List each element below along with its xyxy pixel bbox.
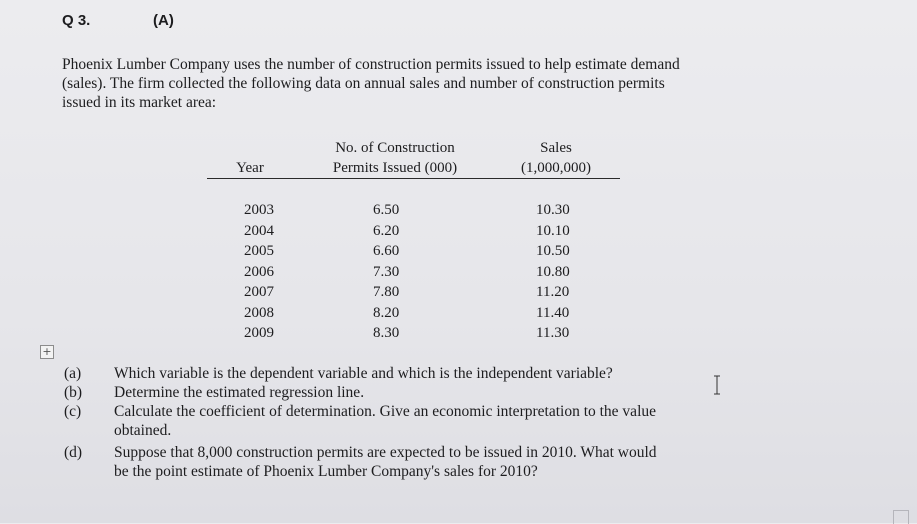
question-number: Q 3. [62, 12, 91, 29]
sub-question-text: obtained. [114, 422, 172, 439]
expand-plus-icon[interactable]: + [40, 345, 54, 359]
header-permits-line2: Permits Issued (000) [332, 160, 458, 176]
table-cell-permits: 6.50 [373, 202, 400, 218]
table-cell-year: 2003 [244, 202, 274, 218]
sub-question-label: (c) [64, 403, 82, 420]
table-cell-sales: 10.10 [536, 222, 570, 239]
sub-question-text: Calculate the coefficient of determination. Give an economic interpretation to the value [114, 403, 657, 420]
header-permits [300, 138, 490, 178]
table-cell-sales: 10.30 [536, 202, 570, 218]
sub-question-b [64, 383, 784, 402]
sub-question-c [64, 402, 784, 440]
column-permits [373, 200, 399, 344]
intro-line: Phoenix Lumber Company uses the number of construction permits issued to help estimate demand [62, 56, 680, 73]
table-cell-sales: 11.20 [536, 284, 570, 300]
table-cell-permits: 8.30 [373, 325, 400, 341]
header-sales-line1: Sales [540, 140, 572, 156]
text-cursor-icon [713, 375, 721, 395]
table-cell-year: 2005 [244, 243, 274, 259]
sub-question-text: Determine the estimated regression line. [114, 384, 365, 401]
sub-question-text: Suppose that 8,000 construction permits are expected to be issued in 2010. What would [114, 444, 657, 461]
header-permits-line1: No. of Construction [335, 140, 455, 156]
table-cell-sales: 10.50 [536, 243, 570, 259]
header-year: Year [236, 160, 264, 176]
table-cell-year: 2006 [244, 263, 274, 280]
column-year [244, 200, 274, 344]
intro-paragraph [62, 55, 797, 112]
table-cell-year: 2007 [244, 284, 274, 300]
table-cell-sales: 10.80 [536, 263, 570, 280]
sub-question-text: Which variable is the dependent variable and which is the independent variable? [114, 365, 613, 382]
table-cell-permits: 7.80 [373, 284, 400, 300]
header-sales-line2: (1,000,000) [521, 160, 591, 176]
sub-question-label: (b) [64, 384, 83, 401]
sub-questions [64, 364, 784, 481]
column-sales [536, 200, 570, 344]
table-cell-year: 2009 [244, 325, 274, 341]
sub-question-a [64, 364, 784, 383]
intro-line: (sales). The firm collected the following data on annual sales and number of construction permits [62, 75, 665, 92]
header-rule [207, 178, 620, 179]
table-cell-sales: 11.40 [536, 304, 570, 321]
sub-question-label: (d) [64, 444, 83, 461]
sub-question-d [64, 443, 784, 481]
table-cell-year: 2008 [244, 304, 274, 321]
intro-line: issued in its market area: [62, 94, 217, 111]
question-part-label: (A) [153, 12, 174, 29]
table-cell-permits: 8.20 [373, 304, 400, 321]
table-cell-permits: 6.60 [373, 243, 400, 259]
sub-question-text: be the point estimate of Phoenix Lumber Company's sales for 2010? [114, 463, 538, 480]
header-sales [500, 138, 612, 178]
table-cell-permits: 6.20 [373, 222, 400, 239]
table-cell-permits: 7.30 [373, 263, 400, 280]
sub-question-label: (a) [64, 365, 82, 382]
table-cell-sales: 11.30 [536, 325, 570, 341]
corner-frame-icon [893, 510, 909, 524]
table-cell-year: 2004 [244, 222, 274, 239]
